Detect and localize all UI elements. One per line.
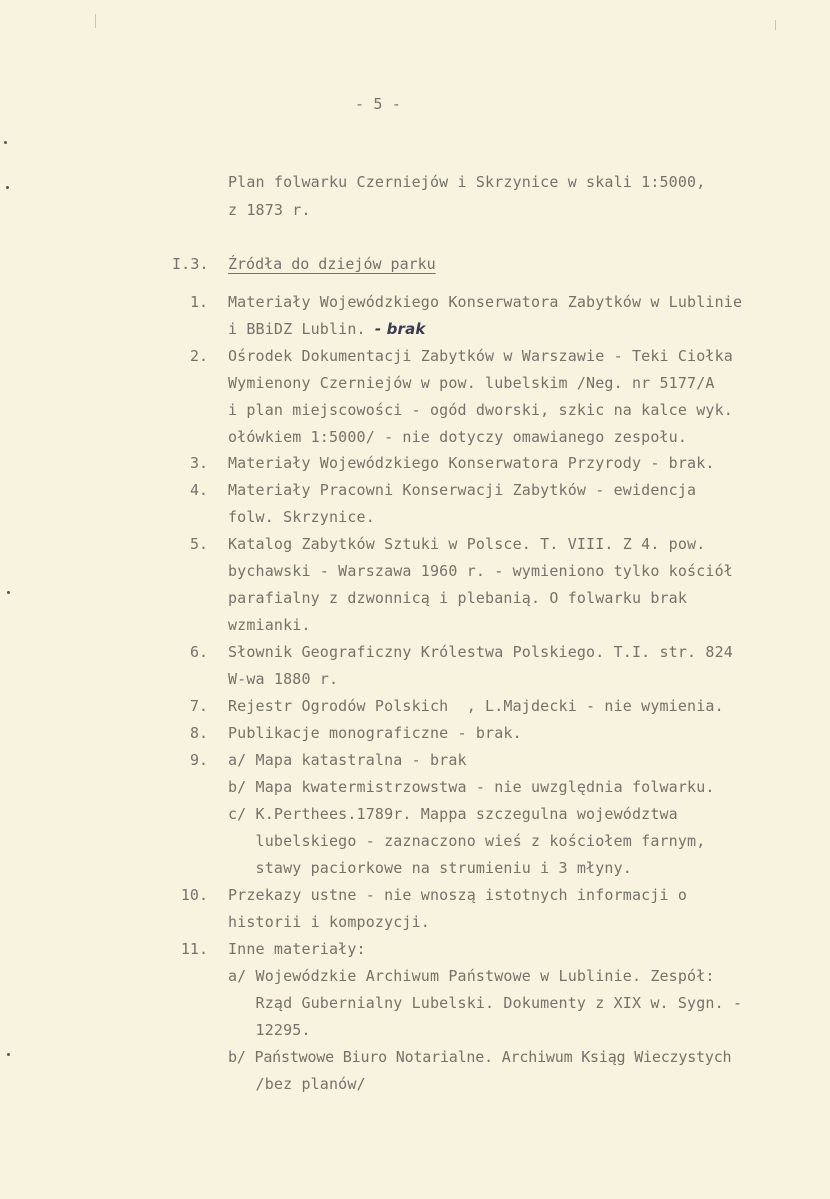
item-line: Wymienony Czerniejów w pow. lubelskim /Neg. nr 5177/A: [228, 374, 715, 392]
item-line: [228, 320, 426, 338]
intro-line: z 1873 r.: [228, 201, 311, 219]
item-number: 4.: [189, 481, 208, 499]
item-line: c/ K.Perthees.1789r. Mappa szczegulna województwa: [228, 805, 678, 823]
margin-dot: [7, 591, 10, 594]
item-line: Inne materiały:: [228, 940, 366, 958]
intro-line: Plan folwarku Czerniejów i Skrzynice w skali 1:5000,: [228, 173, 706, 191]
item-line: Materiały Pracowni Konserwacji Zabytków - ewidencja: [228, 481, 697, 499]
scan-mark: [775, 20, 776, 30]
item-number: 5.: [189, 535, 208, 553]
item-number: 6.: [189, 643, 208, 661]
margin-dot: [7, 1053, 10, 1056]
item-line: historii i kompozycji.: [228, 913, 430, 931]
item-line: Ośrodek Dokumentacji Zabytków w Warszawie - Teki Ciołka: [228, 347, 733, 365]
section-title: Źródła do dziejów parku: [228, 255, 436, 273]
item-line: Słownik Geograficzny Królestwa Polskiego. T.I. str. 824: [228, 643, 733, 661]
scan-mark: [95, 14, 96, 28]
item-number: 10.: [180, 886, 208, 904]
item-number: 2.: [189, 347, 208, 365]
item-number: 11.: [180, 940, 208, 958]
item-line: parafialny z dzwonnicą i plebanią. O folwarku brak: [228, 589, 688, 607]
item-line: a/ Wojewódzkie Archiwum Państwowe w Lublinie. Zespół:: [228, 967, 715, 985]
handwritten-note: - brak: [374, 320, 426, 338]
item-number: 1.: [189, 293, 208, 311]
item-line: a/ Mapa katastralna - brak: [228, 751, 467, 769]
item-line: Materiały Wojewódzkiego Konserwatora Zabytków w Lublinie: [228, 293, 743, 311]
item-line: /bez planów/: [228, 1075, 366, 1093]
item-line: stawy paciorkowe na strumieniu i 3 młyny.: [228, 859, 632, 877]
item-line: lubelskiego - zaznaczono wieś z kościołem farnym,: [228, 832, 706, 850]
item-line: Przekazy ustne - nie wnoszą istotnych informacji o: [228, 886, 688, 904]
item-line: Katalog Zabytków Sztuki w Polsce. T. VIII. Z 4. pow.: [228, 535, 706, 553]
item-line-text: i BBiDZ Lublin.: [228, 320, 366, 338]
item-number: 8.: [189, 724, 208, 742]
item-line: folw. Skrzynice.: [228, 508, 375, 526]
item-number: 3.: [189, 454, 208, 472]
item-line: b/ Mapa kwatermistrzowstwa - nie uwzględnia folwarku.: [228, 778, 715, 796]
item-line: wzmianki.: [228, 616, 311, 634]
item-line: ołówkiem 1:5000/ - nie dotyczy omawianego zespołu.: [228, 428, 688, 446]
margin-dot: [4, 141, 7, 144]
item-line: b/ Państwowe Biuro Notarialne. Archiwum Ksiąg Wieczystych: [228, 1048, 732, 1066]
item-line: 12295.: [228, 1021, 311, 1039]
item-line: Rząd Gubernialny Lubelski. Dokumenty z XIX w. Sygn. -: [228, 994, 743, 1012]
page-number: - 5 -: [355, 95, 401, 113]
margin-dot: [6, 186, 9, 189]
item-line: W-wa 1880 r.: [228, 670, 339, 688]
item-line: Materiały Wojewódzkiego Konserwatora Przyrody - brak.: [228, 454, 715, 472]
item-line: Rejestr Ogrodów Polskich , L.Majdecki - nie wymienia.: [228, 697, 724, 715]
item-number: 9.: [189, 751, 208, 769]
item-number: 7.: [189, 697, 208, 715]
item-line: i plan miejscowości - ogód dworski, szkic na kalce wyk.: [228, 401, 733, 419]
item-line: bychawski - Warszawa 1960 r. - wymieniono tylko kościół: [228, 562, 733, 580]
section-number: I.3.: [172, 255, 209, 273]
item-line: Publikacje monograficzne - brak.: [228, 724, 522, 742]
